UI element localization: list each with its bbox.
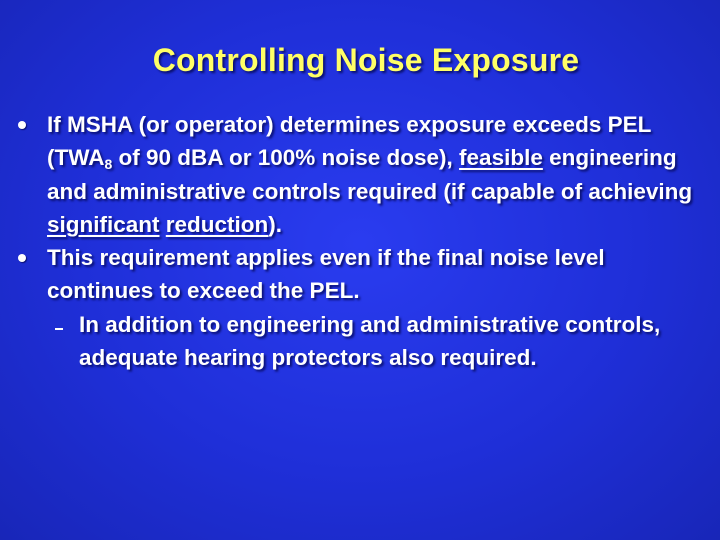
sub-bullet-text: In addition to engineering and administrative controls, adequate hearing protectors also required. [79,311,661,371]
feasible-underlined: feasible [459,145,543,171]
twa-subscript: 8 [104,156,113,173]
bullet-2-text: This requirement applies even if the final noise level continues to exceed the PEL. [47,245,605,304]
reduction-underlined: reduction [165,211,269,237]
bullet-dot-icon [18,254,26,262]
bullet-item-1 [18,108,698,241]
bullet-list [18,108,698,374]
slide-title: Controlling Noise Exposure [152,42,580,78]
sub-bullet-item [18,308,698,375]
bullet-dot-icon [18,121,26,129]
bullet-1-text: If MSHA (or operator) determines exposure exceeds PEL ($TWA_8$ of 90 dBA or 100% noise dose), feasible engineering and administrative controls required (if capable of achieving significant reduction). [47,112,693,237]
dash-icon [55,328,63,330]
significant-underlined: significant [47,211,160,237]
bullet-item-2 [18,241,698,308]
